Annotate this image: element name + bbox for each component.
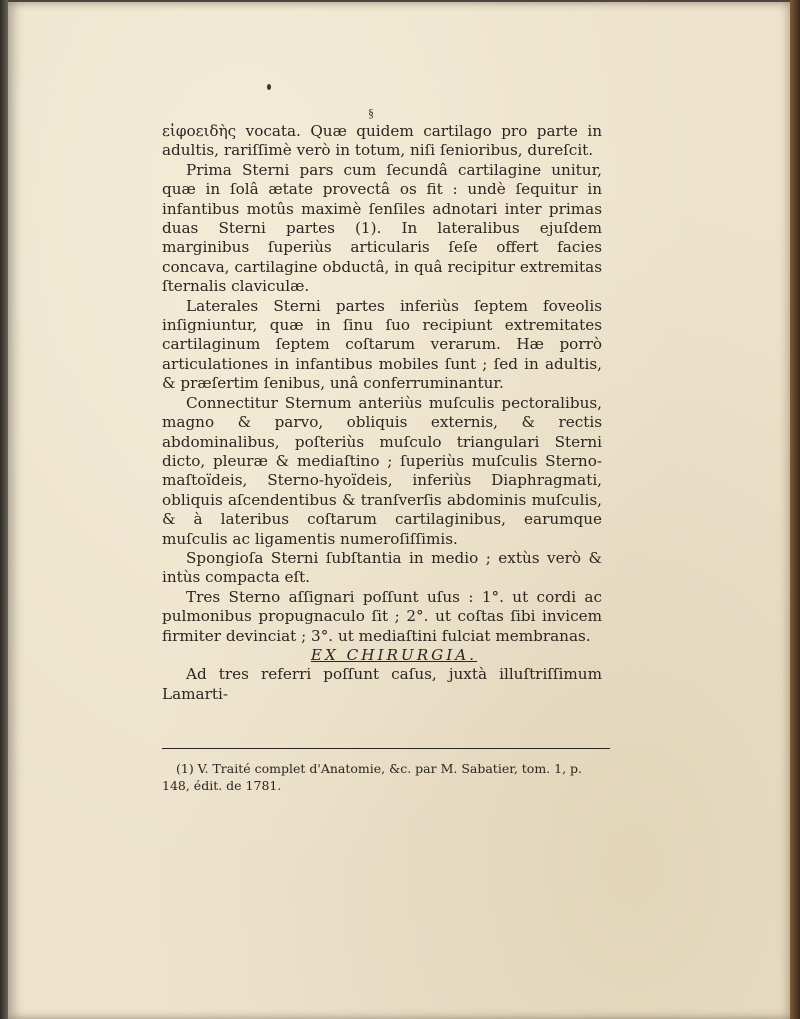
paragraph-5: Spongioſa Sterni ſubſtantia in medio ; extùs verò & intùs compacta eſt.	[162, 548, 602, 587]
book-gutter	[0, 0, 8, 1019]
section-heading: EX CHIRURGIA.	[310, 645, 478, 664]
paragraph-4: Connectitur Sternum anteriùs muſculis pectoralibus, magno & parvo, obliquis externis, & rectis abdominalibus, poſteriùs muſculo triangulari Sterni dicto, pleuræ & mediaſtino ; ſuperiùs muſculis Sterno-maſtoïdeis, Sterno-hyoïdeis, inferiùs Diaphragmati, obliquis aſcendentibus & tranſverſis abdominis muſculis, & à lateribus coſtarum cartilaginibus, earumque muſculis ac ligamentis numeroſiſſimis.	[162, 393, 602, 548]
signature-mark: §	[368, 106, 374, 120]
paragraph-6: Tres Sterno aſſignari poſſunt uſus : 1°. ut cordi ac pulmonibus propugnaculo ſit ; 2°. ut coſtas ſibi invicem firmiter devinciat ; 3°. ut mediaſtini fulciat membranas.	[162, 587, 602, 645]
paragraph-2: Prima Sterni pars cum ſecundâ cartilagine unitur, quæ in ſolâ ætate provectâ os fit : undè ſequitur in infantibus motûs maximè ſenſiles adnotari inter primas duas Sterni partes (1). In lateralibus ejuſdem marginibus ſuperiùs articularis ſeſe offert facies concava, cartilagine obductâ, in quâ recipitur extremitas ſternalis claviculæ.	[162, 160, 602, 296]
paragraph-1: εἰφοειδὴς vocata. Quæ quidem cartilago pro parte in adultis, rariſſimè verò in totum, niſi ſenioribus, dureſcit.	[162, 122, 602, 160]
paragraph-3: Laterales Sterni partes inferiùs ſeptem foveolis inſigniuntur, quæ in ſinu ſuo recipiunt extremitates cartilaginum ſeptem coſtarum verarum. Hæ porrò articulationes in infantibus mobiles ſunt ; ſed in adultis, & præſertim ſenibus, unâ conferruminantur.	[162, 296, 602, 393]
footnote-rule	[162, 748, 610, 749]
page-edge	[790, 0, 800, 1019]
paragraph-7: Ad tres referri poſſunt caſus, juxtà illuſtriſſimum Lamarti-	[162, 665, 602, 703]
ink-spot	[267, 84, 271, 90]
footnote: (1) V. Traité complet d'Anatomie, &c. par M. Sabatier, tom. 1, p. 148, édit. de 1781.	[162, 761, 582, 793]
body-text	[162, 122, 602, 704]
